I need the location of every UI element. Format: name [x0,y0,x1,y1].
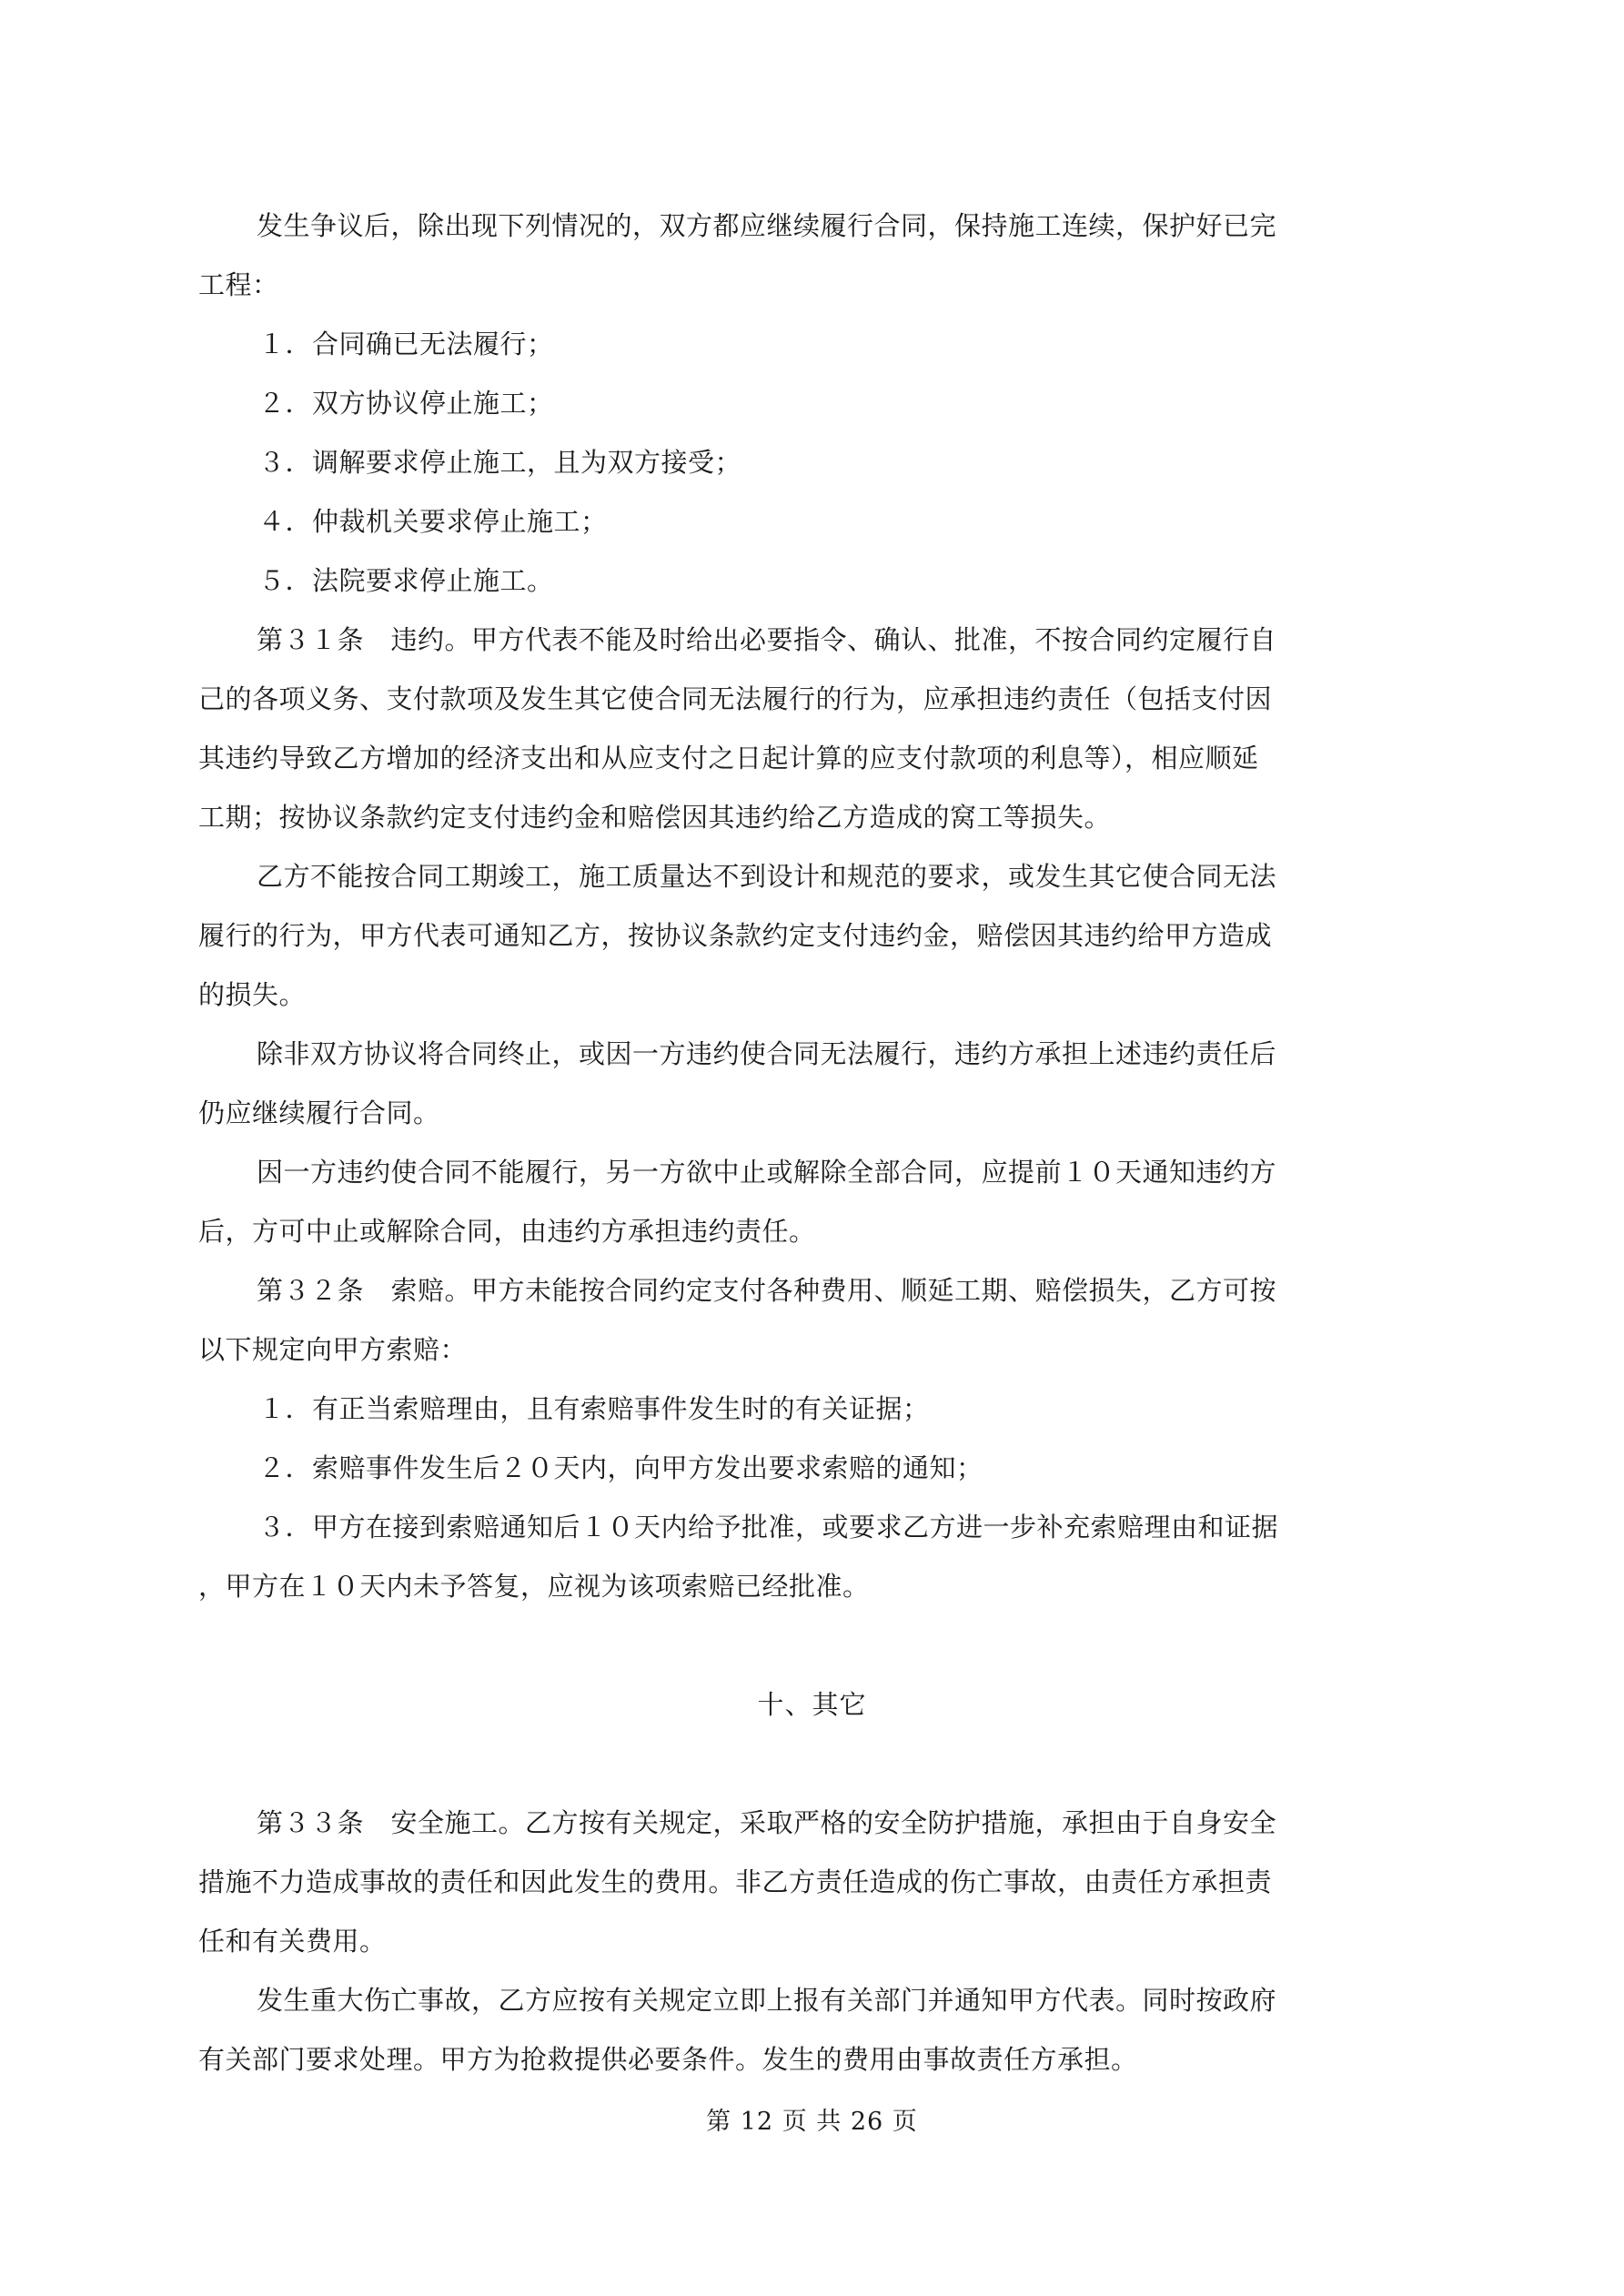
paragraph-line: 任和有关费用。 [198,1926,387,1957]
paragraph-line: 其违约导致乙方增加的经济支出和从应支付之日起计算的应支付款项的利息等），相应顺延 [198,743,1259,774]
list-item: ５．法院要求停止施工。 [258,565,554,596]
paragraph-line: 工期；按协议条款约定支付违约金和赔偿因其违约给乙方造成的窝工等损失。 [198,802,1112,833]
list-item: ２．索赔事件发生后２０天内，向甲方发出要求索赔的通知； [258,1452,983,1483]
article-line: 第３２条 索赔。甲方未能按合同约定支付各种费用、顺延工期、赔偿损失，乙方可按 [257,1275,1277,1306]
article-line: 第３１条 违约。甲方代表不能及时给出必要指令、确认、批准，不按合同约定履行自 [257,624,1277,655]
paragraph-line: 乙方不能按合同工期竣工，施工质量达不到设计和规范的要求，或发生其它使合同无法 [257,861,1277,892]
paragraph-line: 仍应继续履行合同。 [198,1097,440,1128]
paragraph-line: 有关部门要求处理。甲方为抢救提供必要条件。发生的费用由事故责任方承担。 [198,2044,1138,2075]
section-heading: 十、其它 [757,1689,867,1720]
list-item: ４．仲裁机关要求停止施工； [258,506,608,537]
paragraph-line: 因一方违约使合同不能履行，另一方欲中止或解除全部合同，应提前１０天通知违约方 [257,1157,1277,1188]
list-item: ３．甲方在接到索赔通知后１０天内给予批准，或要求乙方进一步补充索赔理由和证据 [258,1512,1279,1542]
paragraph-line: 除非双方协议将合同终止，或因一方违约使合同无法履行，违约方承担上述违约责任后 [257,1038,1277,1069]
paragraph-line: 发生重大伤亡事故，乙方应按有关规定立即上报有关部门并通知甲方代表。同时按政府 [257,1985,1277,2016]
list-item: １．合同确已无法履行； [258,329,554,359]
article-line: 第３３条 安全施工。乙方按有关规定，采取严格的安全防护措施，承担由于自身安全 [257,1807,1277,1838]
paragraph-line: 己的各项义务、支付款项及发生其它使合同无法履行的行为，应承担违约责任（包括支付因 [198,683,1273,714]
page-footer: 第 12 页 共 26 页 [706,2108,918,2136]
list-item: ３．调解要求停止施工，且为双方接受； [258,447,742,478]
paragraph-line: 的损失。 [198,979,307,1010]
paragraph-line: 履行的行为，甲方代表可通知乙方，按协议条款约定支付违约金，赔偿因其违约给甲方造成 [198,920,1273,951]
list-item: ，甲方在１０天内未予答复，应视为该项索赔已经批准。 [198,1571,870,1602]
list-item: １．有正当索赔理由，且有索赔事件发生时的有关证据； [258,1393,930,1424]
paragraph-line: 发生争议后，除出现下列情况的，双方都应继续履行合同，保持施工连续，保护好已完 [257,210,1277,241]
paragraph-line: 以下规定向甲方索赔： [198,1334,468,1365]
list-item: ２．双方协议停止施工； [258,388,554,419]
paragraph-line: 措施不力造成事故的责任和因此发生的费用。非乙方责任造成的伤亡事故，由责任方承担责 [198,1866,1273,1897]
paragraph-line: 后，方可中止或解除合同，由违约方承担违约责任。 [198,1216,816,1247]
paragraph-line: 工程： [198,269,279,300]
